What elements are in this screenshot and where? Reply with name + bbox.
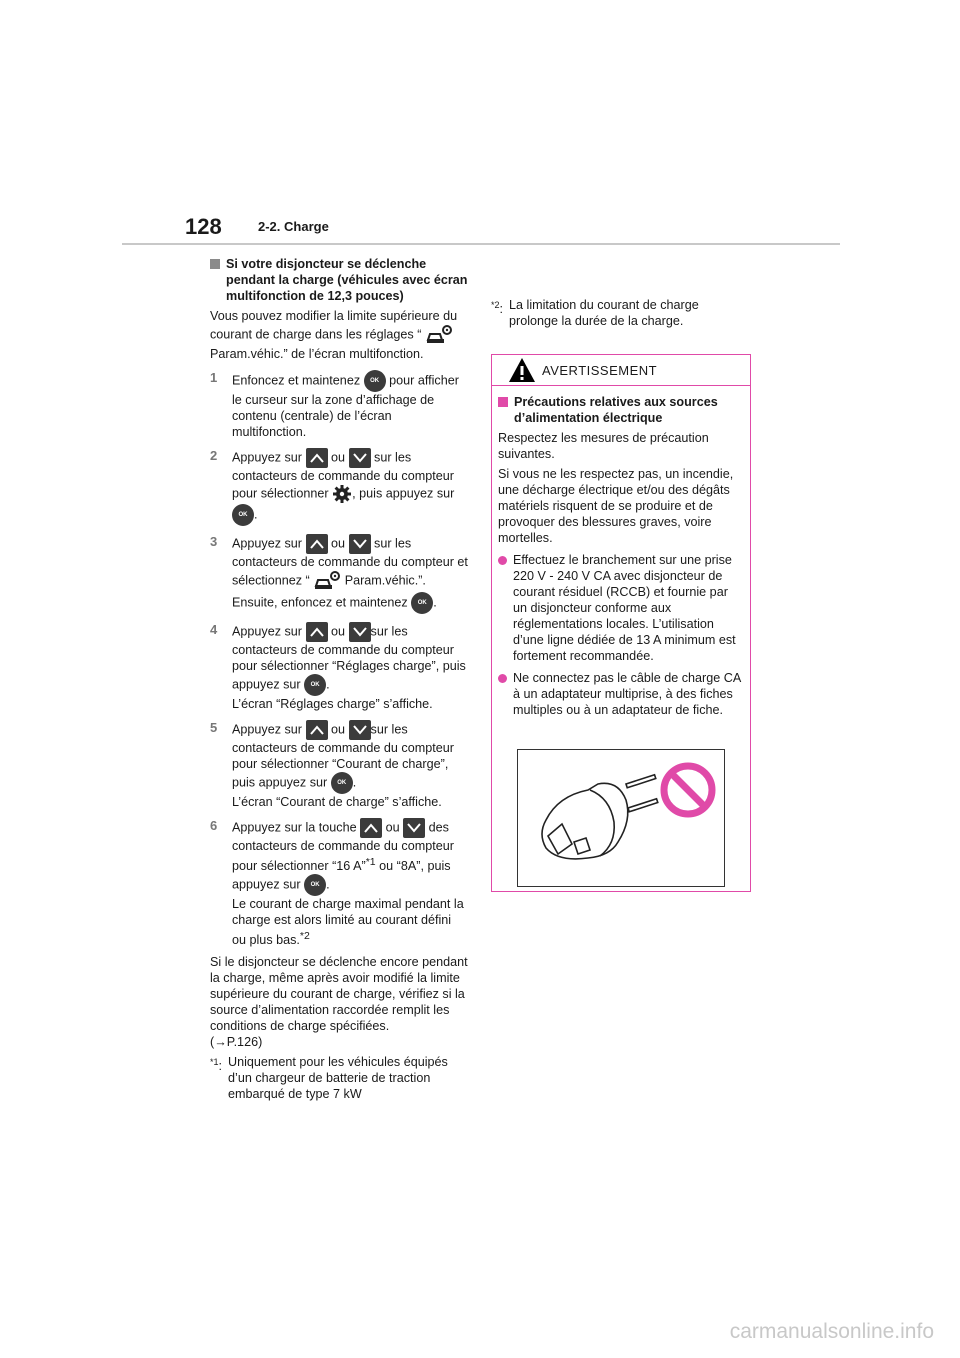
warning-box <box>491 354 751 892</box>
ok-button-icon: OK <box>411 592 433 614</box>
step-3: 3 Appuyez sur ou sur les contacteurs de commande du compteur et sélectionnez “ Param.véhic.”. Ensuite, enfoncez et maintenez OK . <box>210 534 468 614</box>
ok-button-icon: OK <box>304 674 326 696</box>
down-arrow-button-icon <box>349 534 371 554</box>
down-arrow-button-icon <box>349 622 371 642</box>
step-1: 1 Enfoncez et maintenez OK pour afficher le curseur sur la zone d’affichage de contenu (centrale) de l’écran multifonction. <box>210 370 459 439</box>
ok-button-icon: OK <box>232 504 254 526</box>
up-arrow-button-icon <box>360 818 382 838</box>
subsection-heading: Si votre disjoncteur se déclenche pendant la charge (véhicules avec écran multifonction de 12,3 pouces) <box>210 256 468 304</box>
warning-text: Si vous ne les respectez pas, un incendie, une décharge électrique et/ou des dégâts matériels risquent de se produire et de provoquer des blessures graves, voire mortelles. <box>498 467 734 545</box>
gear-icon <box>332 484 352 504</box>
ok-button-icon: OK <box>331 772 353 794</box>
up-arrow-button-icon <box>306 622 328 642</box>
bullet-dot-icon <box>498 556 507 565</box>
down-arrow-button-icon <box>403 818 425 838</box>
bullet-dot-icon <box>498 674 507 683</box>
left-column <box>210 256 468 1102</box>
followup-paragraph: Si le disjoncteur se déclenche encore pendant la charge, même après avoir modifié la limite supérieure du courant de charge, vérifiez si la source d’alimentation raccordée remplit les conditions de charge spécifiées. (→P.126) <box>210 955 468 1050</box>
warning-header <box>492 355 750 386</box>
step-5: 5 Appuyez sur ou sur les contacteurs de commande du compteur pour sélectionner “Courant de charge”, puis appuyez sur OK . L’écran “Courant de charge” s’affiche. <box>210 720 454 809</box>
warning-text: Respectez les mesures de précaution suivantes. <box>498 431 709 461</box>
up-arrow-button-icon <box>306 720 328 740</box>
step-4: 4 Appuyez sur ou sur les contacteurs de commande du compteur pour sélectionner “Réglages charge”, puis appuyez sur OK . L’écran “Réglages charge” s’affiche. <box>210 622 466 711</box>
down-arrow-button-icon <box>349 720 371 740</box>
up-arrow-button-icon <box>306 534 328 554</box>
warning-bullet: Ne connectez pas le câble de charge CA à un adaptateur multiprise, à des fiches multiples ou à un adaptateur de fiche. <box>498 670 744 718</box>
footnote-2: $^{*2}$: La limitation du courant de charge prolonge la durée de la charge. <box>491 298 699 328</box>
square-bullet-icon <box>210 259 220 269</box>
warning-title: AVERTISSEMENT <box>542 362 658 378</box>
page-number: 128 <box>185 214 222 239</box>
car-settings-icon <box>313 570 341 592</box>
step-6: 6 Appuyez sur la touche ou des contacteurs de commande du compteur pour sélectionner “16 A”$^{*1}$ ou “8A”, puis appuyez sur OK . Le courant de charge maximal pendant la charge est alors limité au courant défini ou plus bas.$^{*2}$ <box>210 818 464 948</box>
footnote-1: $^{*1}$: Uniquement pour les véhicules équipés d’un chargeur de batterie de traction embarqué de type 7 kW <box>210 1055 448 1102</box>
intro-text: Vous pouvez modifier la limite supérieure du courant de charge dans les réglages “ Param.véhic.” de l’écran multifonction. <box>210 309 458 361</box>
watermark: carmanualsonline.info <box>729 1320 934 1343</box>
step-2: 2 Appuyez sur ou sur les contacteurs de commande du compteur pour sélectionner , puis appuyez sur OK . <box>210 448 468 526</box>
section-title: 2-2. Charge <box>258 219 329 234</box>
square-bullet-icon <box>498 397 508 407</box>
header-divider <box>122 243 840 245</box>
plug-adapter-illustration <box>517 749 725 887</box>
prohibited-adapter-icon <box>518 750 724 886</box>
ok-button-icon: OK <box>304 874 326 896</box>
page-reference: (→P.126) <box>210 1035 263 1050</box>
warning-triangle-icon <box>508 356 536 384</box>
up-arrow-button-icon <box>306 448 328 468</box>
car-settings-icon <box>425 324 453 346</box>
warning-heading: Précautions relatives aux sources d’alimentation électrique <box>498 394 744 426</box>
ok-button-icon: OK <box>364 370 386 392</box>
down-arrow-button-icon <box>349 448 371 468</box>
warning-bullet: Effectuez le branchement sur une prise 220 V - 240 V CA avec disjoncteur de courant résiduel (RCCB) et fournie par un disjoncteur conforme aux réglementations locales. L’utilisation d’une ligne dédiée de 13 A minimum est fortement recommandée. <box>498 552 744 664</box>
